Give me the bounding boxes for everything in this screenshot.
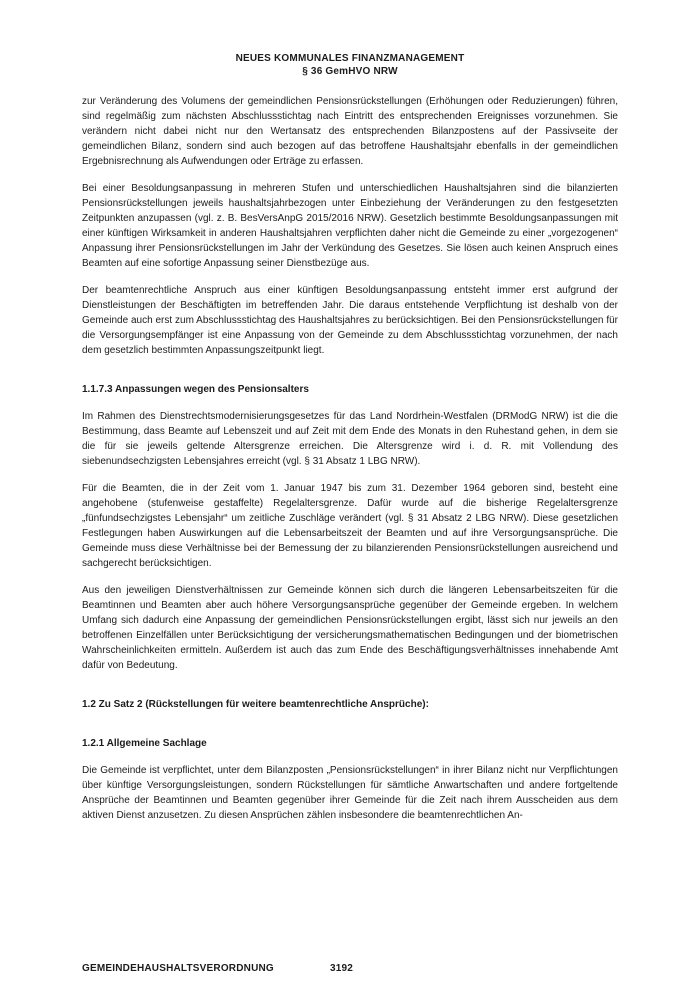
document-footer [82, 963, 618, 974]
document-title: NEUES KOMMUNALES FINANZMANAGEMENT [235, 53, 465, 64]
paragraph: Aus den jeweiligen Dienstverhältnissen zur Gemeinde können sich durch die längeren Lebensarbeitszeiten für die Beamtinnen und Beamten aber auch höhere Versorgungsansprüche gegenüber der Gemeinde ergeben. In welchem Umfang sich dadurch eine Anpassung der gemeindlichen Pensionsrückstellungen ergibt, lässt sich nur jeweils an den betroffenen Einzelfällen unter Berücksichtigung der versicherungsmathematischen Bedingungen und der biometrischen Wahrscheinlichkeiten ermitteln. Außerdem ist auch das zum Ende des Beschäftigungsverhältnisses innehabende Amt dafür von Bedeutung. [82, 585, 618, 671]
paragraph: Die Gemeinde ist verpflichtet, unter dem Bilanzposten „Pensionsrückstellungen“ in ihrer Bilanz nicht nur Verpflichtungen über künftige Versorgungsleistungen, sondern Rückstellungen für sämtliche Anwartschaften und andere fortgeltende Ansprüche der Beamtinnen und Beamten gegenüber ihrer Gemeinde für die Zeit nach ihrem Ausscheiden aus dem aktiven Dienst anzusetzen. Zu diesen Ansprüchen zählen insbesondere die beamtenrechtlichen An- [82, 765, 618, 821]
section-heading: 1.1.7.3 Anpassungen wegen des Pensionsalters [82, 384, 309, 395]
footer-document-name: GEMEINDEHAUSHALTSVERORDNUNG [82, 963, 274, 974]
document-subtitle: § 36 GemHVO NRW [302, 66, 398, 77]
paragraph: Für die Beamten, die in der Zeit vom 1. Januar 1947 bis zum 31. Dezember 1964 geboren sind, besteht eine angehobene (stufenweise gestaffelte) Regelaltersgrenze. Dafür wurde auf die bisherige Regelaltersgrenze „fünfundsechzigstes Lebensjahr“ um zeitliche Zuschläge verändert (vgl. § 31 Absatz 2 LBG NRW). Diese gesetzlichen Festlegungen haben Auswirkungen auf die Lebensarbeitszeit der Beamten und auf ihre Versorgungsansprüche. Die Gemeinde muss diese Verhältnisse bei der Bemessung der zu bilanzierenden Pensionsrückstellungen ausreichend und sachgerecht berücksichtigen. [82, 483, 618, 569]
page-number: 3192 [330, 963, 354, 974]
paragraph: zur Veränderung des Volumens der gemeindlichen Pensionsrückstellungen (Erhöhungen oder Reduzierungen) führen, sind regelmäßig zum nächsten Abschlussstichtag nach Eintritt des entsprechenden Ereignisses vorzunehmen. Sie verändern nicht dabei nicht nur den Wertansatz des entsprechenden Bilanzpostens auf der Passivseite der gemeindlichen Bilanz, sondern sind auch bezogen auf das betroffene Haushaltsjahr ebenfalls in der gemeindlichen Ergebnisrechnung als Aufwendungen oder Erträge zu erfassen. [82, 96, 618, 167]
document-body [0, 94, 700, 823]
paragraph: Bei einer Besoldungsanpassung in mehreren Stufen und unterschiedlichen Haushaltsjahren sind die bilanzierten Pensionsrückstellungen jeweils haushaltsjahrbezogen unter Einbeziehung der Veränderungen zu den festgesetzten Zeitpunkten anzupassen (vgl. z. B. BesVersAnpG 2015/2016 NRW). Gesetzlich bestimmte Besoldungsanpassungen mit einer künftigen Wirksamkeit in anderen Haushaltsjahren verpflichten daher nicht die Gemeinde zu einer „vorgezogenen“ Anpassung ihrer Pensionsrückstellungen im Jahr der Verkündung des Gesetzes. Sie lösen auch keinen Anspruch eines Beamten auf eine sofortige Anpassung seiner Dienstbezüge aus. [82, 183, 618, 269]
paragraph: Im Rahmen des Dienstrechtsmodernisierungsgesetzes für das Land Nordrhein-Westfalen (DRModG NRW) ist die die Bestimmung, dass Beamte auf Lebenszeit und auf Zeit mit dem Ende des Monats in den Ruhestand gehen, in dem sie die für sie jeweils geltende Altersgrenze erreichen. Die Altersgrenze wird i. d. R. mit Vollendung des siebenundsechzigsten Lebensjahres erreicht (vgl. § 31 Absatz 1 LBG NRW). [82, 411, 618, 467]
document-header [0, 0, 700, 78]
section-heading: 1.2 Zu Satz 2 (Rückstellungen für weitere beamtenrechtliche Ansprüche): [82, 699, 429, 710]
paragraph: Der beamtenrechtliche Anspruch aus einer künftigen Besoldungsanpassung entsteht immer erst aufgrund der Dienstleistungen der Beschäftigten im betreffenden Jahr. Die daraus entstehende Verpflichtung ist deshalb von der Gemeinde auch erst zum Abschlussstichtag des Haushaltsjahres zu berücksichtigen. Bei den Pensionsrückstellungen für die Versorgungsempfänger ist eine Anpassung von der Gemeinde zu dem Abschlussstichtag vorzunehmen, der nach dem gesetzlich bestimmten Anpassungszeitpunkt liegt. [82, 285, 618, 356]
section-heading: 1.2.1 Allgemeine Sachlage [82, 738, 207, 749]
